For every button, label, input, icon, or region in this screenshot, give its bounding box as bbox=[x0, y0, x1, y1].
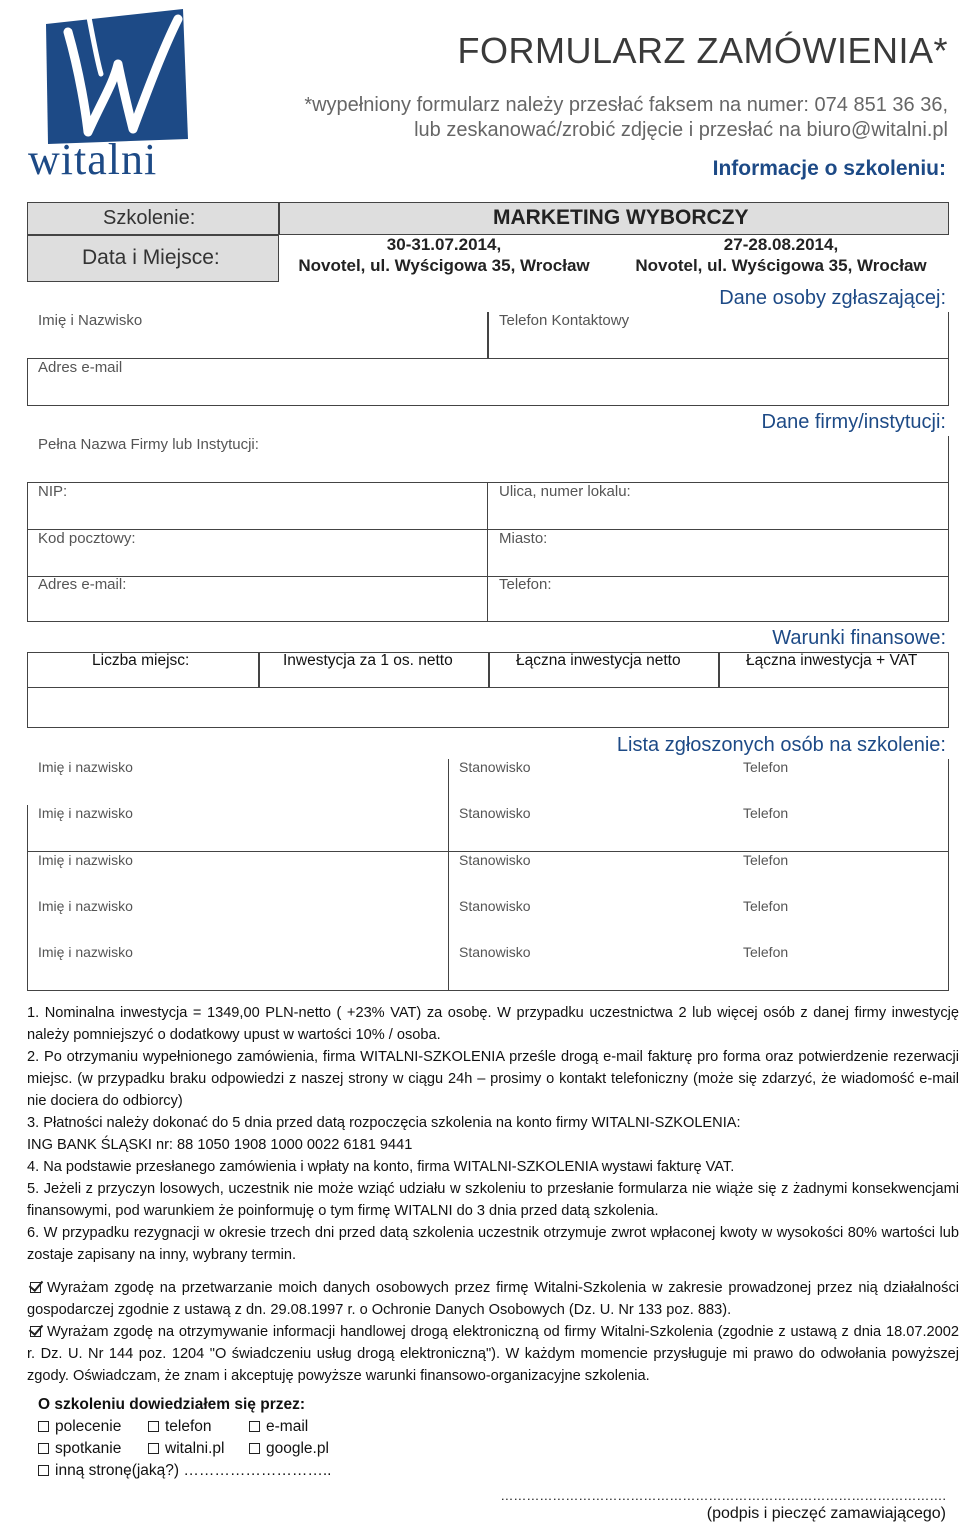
note-bank-account: ING BANK ŚLĄSKI nr: 88 1050 1908 1000 0022 6181 9441 bbox=[27, 1137, 413, 1153]
company-nip-label: NIP: bbox=[38, 483, 68, 500]
participant-phone-label: Telefon bbox=[743, 898, 789, 914]
signature-line[interactable]: …………………………………………………………………………………………. bbox=[500, 1488, 946, 1503]
participant-position-label: Stanowisko bbox=[459, 898, 531, 914]
participant-phone-label: Telefon bbox=[743, 944, 789, 960]
participant-name-label: Imię i nazwisko bbox=[38, 852, 133, 868]
date-option-2[interactable] bbox=[614, 235, 948, 282]
note-5: 5. Jeżeli z przyczyn losowych, uczestnik nie może wziąć udziału w szkoleniu to przesłanie formularza nie wiąże się z żadnymi konsekwencjami finansowymi, pod warunkiem że poinformuję o tym firmę WITALNI do 3 dnia przed datą szkolenia. bbox=[27, 1181, 959, 1219]
training-name: MARKETING WYBORCZY bbox=[493, 206, 749, 229]
note-3: 3. Płatności należy dokonać do 5 dnia przed datą rozpoczęcia szkolenia na konto firmy WITALNI-SZKOLENIA: bbox=[27, 1115, 741, 1131]
company-city-field[interactable] bbox=[488, 530, 949, 577]
finance-col-total-net: Łączna inwestycja netto bbox=[516, 652, 681, 669]
consent-2-checkbox[interactable] bbox=[30, 1326, 41, 1337]
participant-position-label: Stanowisko bbox=[459, 852, 531, 868]
participant-phone-label: Telefon bbox=[743, 759, 789, 775]
form-title: FORMULARZ ZAMÓWIENIA* bbox=[457, 30, 948, 71]
finance-section-title: Warunki finansowe: bbox=[772, 627, 946, 649]
source-option-phone[interactable] bbox=[148, 1418, 212, 1436]
training-section-title: Informacje o szkoleniu: bbox=[712, 157, 946, 180]
company-city-label: Miasto: bbox=[499, 530, 548, 547]
training-label: Szkolenie: bbox=[103, 207, 196, 229]
company-postal-label: Kod pocztowy: bbox=[38, 530, 136, 547]
terms-notes bbox=[27, 1002, 959, 1266]
source-other-label: inną stronę(jaką?) ……………………….. bbox=[55, 1462, 332, 1479]
finance-total-net-input[interactable] bbox=[488, 688, 719, 728]
source-heading: O szkoleniu dowiedziałem się przez: bbox=[38, 1396, 306, 1413]
source-google-label: google.pl bbox=[266, 1440, 329, 1457]
source-recommendation-label: polecenie bbox=[55, 1418, 122, 1435]
header-note-line1: *wypełniony formularz należy przesłać faksem na numer: 074 851 36 36, bbox=[304, 94, 948, 116]
participant-position-label: Stanowisko bbox=[459, 805, 531, 821]
participant-row bbox=[27, 852, 949, 898]
source-option-other[interactable] bbox=[38, 1462, 332, 1480]
applicant-email-field[interactable] bbox=[27, 359, 949, 406]
source-email-label: e-mail bbox=[266, 1418, 309, 1435]
participant-row bbox=[27, 805, 949, 851]
participant-position-label: Stanowisko bbox=[459, 944, 531, 960]
note-2: 2. Po otrzymaniu wypełnionego zamówienia, firma WITALNI-SZKOLENIA prześle drogą e-mail fakturę pro forma oraz potwierdzenie rezerwacji miejsc. (w przypadku braku odpowiedzi z naszej strony w ciągu 24h – prosimy o kontakt telefoniczny (może się zdarzyć, że wiadomość e-mail nie dociera do odbiorcy) bbox=[27, 1049, 959, 1109]
consent-1-text: Wyrażam zgodę na przetwarzanie moich danych osobowych przez firmę Witalni-Szkolenia w zakresie prowadzonej przez nią działalności gospodarczej zgodnie z ustawą z dn. 29.08.1997 r. o Ochronie Danych Osobowych (Dz. U. Nr 133 poz. 883). bbox=[27, 1280, 959, 1318]
logo-mark-icon bbox=[28, 4, 193, 144]
finance-col-unit-price: Inwestycja za 1 os. netto bbox=[283, 652, 453, 669]
date-option-2-date: 27-28.08.2014, bbox=[723, 235, 839, 254]
source-meeting-checkbox[interactable] bbox=[38, 1443, 49, 1454]
company-email-label: Adres e-mail: bbox=[38, 576, 127, 593]
finance-col-seats: Liczba miejsc: bbox=[92, 652, 190, 669]
participant-name-label: Imię i nazwisko bbox=[38, 944, 133, 960]
finance-unit-price-input[interactable] bbox=[258, 688, 489, 728]
company-name-label: Pełna Nazwa Firmy lub Instytucji: bbox=[38, 436, 259, 453]
signature-caption: (podpis i pieczęć zamawiającego) bbox=[706, 1505, 946, 1522]
company-phone-field[interactable] bbox=[488, 577, 949, 622]
date-option-1[interactable] bbox=[279, 235, 609, 282]
date-option-2-place: Novotel, ul. Wyścigowa 35, Wrocław bbox=[635, 256, 927, 275]
finance-col-total-vat: Łączna inwestycja + VAT bbox=[746, 652, 918, 669]
header-note-line2: lub zeskanować/zrobić zdjęcie i przesłać na biuro@witalni.pl bbox=[414, 119, 948, 141]
participants-section-title: Lista zgłoszonych osób na szkolenie: bbox=[616, 734, 946, 756]
note-4: 4. Na podstawie przesłanego zamówienia i wpłaty na konto, firma WITALNI-SZKOLENIA wystawi fakturę VAT. bbox=[27, 1159, 735, 1175]
consent-2-text: Wyrażam zgodę na otrzymywanie informacji handlowej drogą elektroniczną od firmy Witalni-Szkolenia (zgodnie z ustawą z dnia 18.07.2002 r. Dz. U. Nr 144 poz. 1204 "O świadczeniu usług drogą elektroniczną"). W każdym momencie przysługuje mi prawo do odwołania powyższej zgody. Oświadczam, że znam i akceptuję powyższe warunki finansowo-organizacyjne szkolenia. bbox=[27, 1324, 959, 1384]
participant-name-label: Imię i nazwisko bbox=[38, 759, 133, 775]
source-site-label: witalni.pl bbox=[165, 1440, 225, 1457]
participant-name-label: Imię i nazwisko bbox=[38, 805, 133, 821]
source-other-checkbox[interactable] bbox=[38, 1465, 49, 1476]
date-place-label: Data i Miejsce: bbox=[82, 246, 220, 269]
source-row-2 bbox=[38, 1440, 438, 1462]
source-option-email[interactable] bbox=[249, 1418, 308, 1436]
applicant-email-label: Adres e-mail bbox=[38, 359, 123, 376]
participant-row bbox=[27, 759, 949, 805]
company-phone-label: Telefon: bbox=[499, 576, 552, 593]
consent-1 bbox=[27, 1277, 959, 1321]
source-recommendation-checkbox[interactable] bbox=[38, 1421, 49, 1432]
applicant-phone-label: Telefon Kontaktowy bbox=[499, 312, 630, 329]
source-option-google[interactable] bbox=[249, 1440, 329, 1458]
logo-text: witalni bbox=[28, 135, 158, 184]
participants-table bbox=[27, 759, 949, 991]
participant-phone-label: Telefon bbox=[743, 852, 789, 868]
source-row-3 bbox=[38, 1462, 438, 1484]
source-site-checkbox[interactable] bbox=[148, 1443, 159, 1454]
source-phone-checkbox[interactable] bbox=[148, 1421, 159, 1432]
source-email-checkbox[interactable] bbox=[249, 1421, 260, 1432]
applicant-name-label: Imię i Nazwisko bbox=[38, 312, 143, 329]
note-6: 6. W przypadku rezygnacji w okresie trzech dni przed datą szkolenia uczestnik otrzymuje zwrot wpłaconej kwoty w wysokości 80% wartości lub zostaje zapisany na inny, wybrany termin. bbox=[27, 1225, 959, 1263]
participant-position-label: Stanowisko bbox=[459, 759, 531, 775]
source-option-site[interactable] bbox=[148, 1440, 224, 1458]
company-street-label: Ulica, numer lokalu: bbox=[499, 483, 631, 500]
finance-seats-input[interactable] bbox=[27, 688, 259, 728]
finance-total-vat-input[interactable] bbox=[718, 688, 949, 728]
participant-row bbox=[27, 898, 949, 944]
note-1: 1. Nominalna inwestycja = 1349,00 PLN-netto ( +23% VAT) za osobę. W przypadku uczestnictwa 2 lub więcej osób z danej firmy inwestycję należy pomniejszyć o dodatkowy upust w wartości 10% / osoba. bbox=[27, 1005, 959, 1043]
applicant-section-title: Dane osoby zgłaszającej: bbox=[719, 287, 946, 309]
date-option-1-date: 30-31.07.2014, bbox=[386, 235, 502, 254]
source-row-1 bbox=[38, 1418, 438, 1440]
source-meeting-label: spotkanie bbox=[55, 1440, 122, 1457]
source-option-recommendation[interactable] bbox=[38, 1418, 121, 1436]
participant-row bbox=[27, 944, 949, 990]
company-nip-field[interactable] bbox=[27, 483, 488, 530]
source-google-checkbox[interactable] bbox=[249, 1443, 260, 1454]
participant-name-label: Imię i nazwisko bbox=[38, 898, 133, 914]
logo bbox=[28, 4, 193, 184]
company-section-title: Dane firmy/instytucji: bbox=[761, 411, 946, 433]
source-phone-label: telefon bbox=[165, 1418, 212, 1435]
consent-2 bbox=[27, 1321, 959, 1387]
participant-phone-label: Telefon bbox=[743, 805, 789, 821]
consent-1-checkbox[interactable] bbox=[30, 1282, 41, 1293]
date-option-1-place: Novotel, ul. Wyścigowa 35, Wrocław bbox=[298, 256, 590, 275]
source-option-meeting[interactable] bbox=[38, 1440, 121, 1458]
